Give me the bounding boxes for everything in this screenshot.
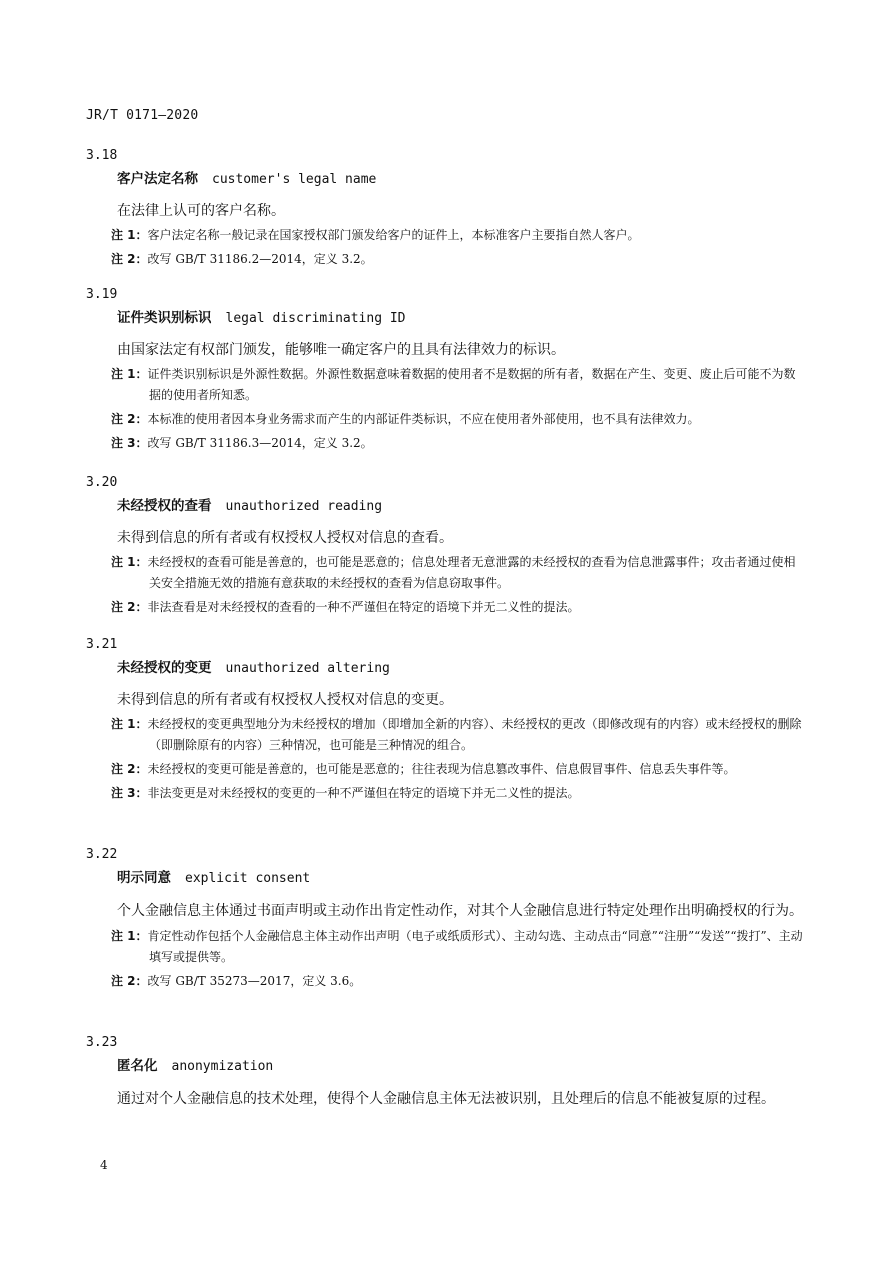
term-heading: [117, 495, 806, 518]
term-en: customer's legal name: [212, 172, 377, 187]
term-entry: [86, 474, 806, 618]
clause-number: 3.22: [86, 847, 118, 862]
note-label: 注 3：: [111, 786, 148, 800]
note-label: 注 1：: [111, 228, 148, 242]
term-zh: 明示同意: [117, 870, 171, 886]
clause-number: 3.18: [86, 148, 118, 163]
term-entry: [86, 147, 806, 270]
term-entry: [86, 846, 806, 992]
note: [111, 433, 806, 454]
note-text: 证件类识别标识是外源性数据。外源性数据意味着数据的使用者不是数据的所有者，数据在产生、变更、废止后可能不为数据的使用者所知悉。: [147, 367, 796, 402]
term-definition: 通过对个人金融信息的技术处理，使得个人金融信息主体无法被识别，且处理后的信息不能被复原的过程。: [117, 1091, 775, 1107]
term-zh: 未经授权的查看: [117, 498, 212, 514]
term-heading: [117, 307, 806, 330]
term-zh: 未经授权的变更: [117, 660, 212, 676]
note-text: 改写 GB/T 31186.2—2014，定义 3.2。: [147, 252, 373, 266]
note-text: 非法变更是对未经授权的变更的一种不严谨但在特定的语境下并无二义性的提法。: [147, 786, 580, 800]
note-label: 注 1：: [111, 367, 148, 381]
term-en: unauthorized reading: [225, 499, 383, 514]
term-entry: [86, 286, 806, 454]
term-en: legal discriminating ID: [225, 311, 406, 326]
page-number: 4: [100, 1158, 108, 1172]
note-label: 注 1：: [111, 717, 148, 731]
term-definition: 由国家法定有权部门颁发，能够唯一确定客户的且具有法律效力的标识。: [117, 342, 565, 358]
term-zh: 客户法定名称: [117, 171, 198, 187]
note-text: 未经授权的变更典型地分为未经授权的增加（即增加全新的内容）、未经授权的更改（即修改现有的内容）或未经授权的删除（即删除原有的内容）三种情况，也可能是三种情况的组合。: [147, 717, 802, 752]
term-zh: 匿名化: [117, 1058, 158, 1074]
term-en: unauthorized altering: [225, 661, 390, 676]
note: [111, 225, 806, 246]
note-label: 注 2：: [111, 974, 148, 988]
term-definition: 个人金融信息主体通过书面声明或主动作出肯定性动作，对其个人金融信息进行特定处理作出明确授权的行为。: [117, 903, 803, 919]
note-label: 注 3：: [111, 436, 148, 450]
term-heading: [117, 168, 806, 191]
note-text: 未经授权的查看可能是善意的，也可能是恶意的；信息处理者无意泄露的未经授权的查看为信息泄露事件；攻击者通过使相关安全措施无效的措施有意获取的未经授权的查看为信息窃取事件。: [147, 555, 796, 590]
term-definition: 未得到信息的所有者或有权授权人授权对信息的变更。: [117, 692, 453, 708]
note-text: 未经授权的变更可能是善意的，也可能是恶意的；往往表现为信息篡改事件、信息假冒事件、信息丢失事件等。: [147, 762, 736, 776]
term-heading: [117, 1055, 806, 1078]
note-text: 客户法定名称一般记录在国家授权部门颁发给客户的证件上，本标准客户主要指自然人客户。: [147, 228, 640, 242]
note: [111, 714, 806, 756]
note-text: 本标准的使用者因本身业务需求而产生的内部证件类标识，不应在使用者外部使用，也不具有法律效力。: [147, 412, 700, 426]
note: [111, 552, 806, 594]
note: [111, 249, 806, 270]
term-en: explicit consent: [185, 871, 311, 886]
note-label: 注 2：: [111, 252, 148, 266]
clause-number: 3.19: [86, 287, 118, 302]
term-definition: 未得到信息的所有者或有权授权人授权对信息的查看。: [117, 530, 453, 546]
note-label: 注 2：: [111, 762, 148, 776]
term-heading: [117, 867, 806, 890]
term-zh: 证件类识别标识: [117, 310, 212, 326]
note-label: 注 2：: [111, 600, 148, 614]
term-en: anonymization: [171, 1059, 274, 1074]
note: [111, 926, 806, 968]
document-header: JR/T 0171—2020: [86, 108, 199, 123]
note: [111, 783, 806, 804]
term-heading: [117, 657, 806, 680]
note: [111, 597, 806, 618]
note: [111, 364, 806, 406]
clause-number: 3.23: [86, 1035, 118, 1050]
note-text: 改写 GB/T 35273—2017，定义 3.6。: [147, 974, 362, 988]
clause-number: 3.21: [86, 637, 118, 652]
note-label: 注 1：: [111, 929, 148, 943]
note-label: 注 2：: [111, 412, 148, 426]
note: [111, 759, 806, 780]
note: [111, 409, 806, 430]
note-text: 改写 GB/T 31186.3—2014，定义 3.2。: [147, 436, 373, 450]
clause-number: 3.20: [86, 475, 118, 490]
note-text: 非法查看是对未经授权的查看的一种不严谨但在特定的语境下并无二义性的提法。: [147, 600, 580, 614]
term-definition: 在法律上认可的客户名称。: [117, 203, 285, 219]
note-text: 肯定性动作包括个人金融信息主体主动作出声明（电子或纸质形式）、主动勾选、主动点击“同意”“注册”“发送”“拨打”、主动填写或提供等。: [147, 929, 803, 964]
note: [111, 971, 806, 992]
term-entry: [86, 636, 806, 804]
term-entry: [86, 1034, 806, 1111]
note-label: 注 1：: [111, 555, 148, 569]
